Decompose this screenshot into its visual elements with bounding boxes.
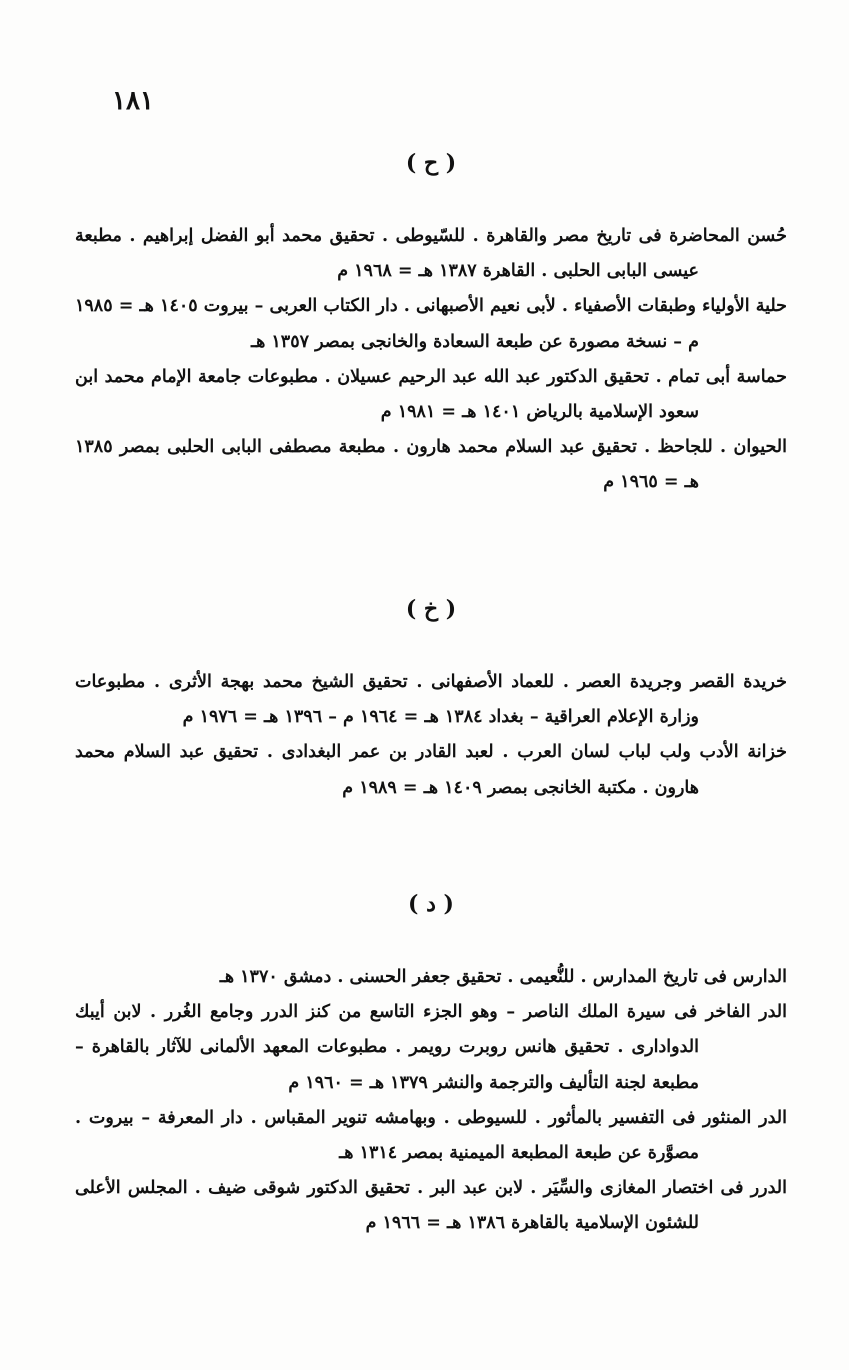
bibliography-entry: الحيوان . للجاحظ . تحقيق عبد السلام محمد هارون . مطبعة مصطفى البابى الحلبى بمصر ١٣٨٥ هـ = ١٩٦٥ م xyxy=(75,437,787,493)
bibliography-entry: حلية الأولياء وطبقات الأصفياء . لأبى نعيم الأصبهانى . دار الكتاب العربى – بيروت ١٤٠٥ هـ = ١٩٨٥ م – نسخة مصورة عن طبعة السعادة والخانجى بمصر ١٣٥٧ هـ xyxy=(75,296,787,352)
bibliography-entry: الدرر فى اختصار المغازى والسِّيَر . لابن عبد البر . تحقيق الدكتور شوقى ضيف . المجلس الأعلى للشئون الإسلامية بالقاهرة ١٣٨٦ هـ = ١٩٦٦ م xyxy=(75,1178,787,1234)
section-dal xyxy=(75,886,787,1242)
section-kha xyxy=(75,591,787,806)
bibliography-entry: الدارس فى تاريخ المدارس . للنُّعيمى . تحقيق جعفر الحسنى . دمشق ١٣٧٠ هـ xyxy=(219,967,787,987)
bibliography-entry: خزانة الأدب ولب لباب لسان العرب . لعبد القادر بن عمر البغدادى . تحقيق عبد السلام محمد هارون . مكتبة الخانجى بمصر ١٤٠٩ هـ = ١٩٨٩ م xyxy=(75,742,787,798)
bibliography-entry: الدر المنثور فى التفسير بالمأثور . للسيوطى . وبهامشه تنوير المقباس . دار المعرفة – بيروت . مصوَّرة عن طبعة المطبعة الميمنية بمصر ١٣١٤ هـ xyxy=(75,1107,787,1164)
section-ha xyxy=(75,145,787,501)
bibliography-entry: حُسن المحاضرة فى تاريخ مصر والقاهرة . للسّيوطى . تحقيق محمد أبو الفضل إبراهيم . مطبعة عيسى البابى الحلبى . القاهرة ١٣٨٧ هـ = ١٩٦٨ م xyxy=(75,226,787,282)
page-number: ١٨١ xyxy=(112,86,154,116)
bibliography-entry: حماسة أبى تمام . تحقيق الدكتور عبد الله عبد الرحيم عسيلان . مطبوعات جامعة الإمام محمد ابن سعود الإسلامية بالرياض ١٤٠١ هـ = ١٩٨١ م xyxy=(75,366,787,423)
section-heading: ( د ) xyxy=(408,891,454,917)
bibliography-entry: الدر الفاخر فى سيرة الملك الناصر – وهو الجزء التاسع من كنز الدرر وجامع الغُرر . لابن أيبك الدوادارى . تحقيق هانس روبرت رويمر . مطبوعات المعهد الألمانى للآثار بالقاهرة – مطبعة لجنة التأليف والترجمة والنشر ١٣٧٩ هـ = ١٩٦٠ م xyxy=(75,1002,787,1093)
section-heading: ( خ ) xyxy=(405,596,457,622)
bibliography-entry: خريدة القصر وجريدة العصر . للعماد الأصفهانى . تحقيق الشيخ محمد بهجة الأثرى . مطبوعات وزارة الإعلام العراقية – بغداد ١٣٨٤ هـ = ١٩٦٤ م – ١٣٩٦ هـ = ١٩٧٦ م xyxy=(75,672,787,728)
section-heading: ( ح ) xyxy=(405,150,457,176)
